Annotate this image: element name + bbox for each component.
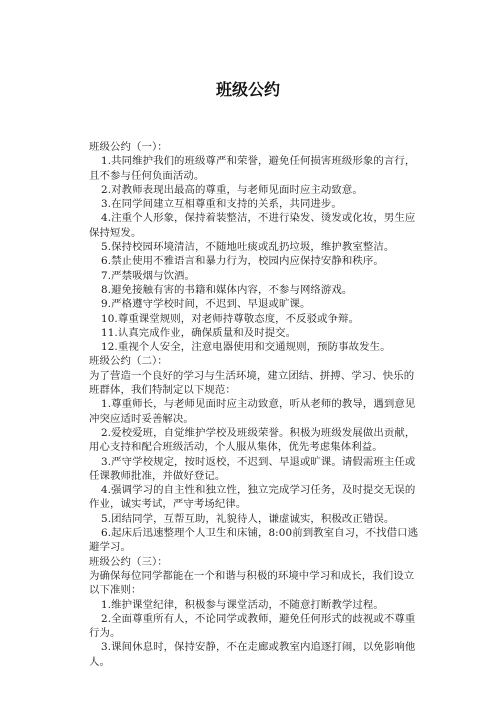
list-item: 3.严守学校规定，按时返校，不迟到、早退或旷课。请假需班主任或任课教师批准，并做好登记。: [89, 455, 416, 482]
list-item: 9.严格遵守学校时间，不迟到、早退或旷课。: [101, 298, 311, 311]
document-title: 班级公约: [215, 80, 280, 99]
list-item: 4.强调学习的自主性和独立性，独立完成学习任务，及时提交无误的作业，诚实考试，严守考场纪律。: [89, 484, 416, 511]
list-item: 1.共同维护我们的班级尊严和荣誉，避免任何损害班级形象的言行，且不参与任何负面活动。: [89, 155, 416, 182]
section-heading: 班级公约（一）：: [89, 141, 168, 153]
section-heading: 班级公约（二）：: [89, 355, 168, 368]
list-item: 11.认真完成作业，确保质量和及时提交。: [101, 326, 297, 339]
section-intro: 为确保每位同学都能在一个和谐与积极的环境中学习和成长，我们设立以下准则：: [89, 569, 415, 597]
section-2: [89, 354, 419, 554]
list-item: 2.爱校爱班，自觉维护学校及班级荣誉。积极为班级发展做出贡献，用心支持和配合班级活动，个人服从集体，优先考虑集体利益。: [89, 426, 416, 454]
list-item: 12.重视个人安全，注意电器使用和交通规则，预防事故发生。: [101, 341, 391, 354]
list-item: 1.维护课堂纪律，积极参与课堂活动，不随意打断教学过程。: [101, 598, 384, 611]
list-item: 5.团结同学，互帮互助，礼貌待人，谦虚诚实，积极改正错误。: [101, 512, 395, 525]
section-heading: 班级公约（三）：: [89, 555, 168, 568]
list-item: 4.注重个人形象，保持着装整洁，不进行染发、烫发或化妆，男生应保持短发。: [89, 212, 416, 239]
list-item: 1.尊重师长，与老师见面时应主动致意，听从老师的教导，遇到意见冲突应适时妥善解决。: [89, 398, 416, 425]
document-body: [89, 140, 419, 669]
list-item: 8.避免接触有害的书籍和媒体内容，不参与网络游戏。: [101, 283, 353, 296]
list-item: 7.严禁吸烟与饮酒。: [101, 269, 196, 282]
list-item: 2.全面尊重所有人，不论同学或教师，避免任何形式的歧视或不尊重行为。: [89, 612, 416, 640]
list-item: 5.保持校园环境清洁，不随地吐痰或乱扔垃圾，维护教室整洁。: [101, 241, 395, 254]
section-3: [89, 555, 419, 669]
list-item: 2.对教师表现出最高的尊重，与老师见面时应主动致意。: [101, 183, 363, 196]
section-1: [89, 140, 419, 354]
list-item: 6.禁止使用不雅语言和暴力行为，校园内应保持安静和秩序。: [101, 255, 384, 268]
list-item: 3.课间休息时，保持安静，不在走廊或教室内追逐打闹，以免影响他人。: [89, 641, 416, 668]
list-item: 6.起床后迅速整理个人卫生和床铺，8:00前到教室自习，不找借口逃避学习。: [89, 527, 419, 554]
list-item: 3.在同学间建立互相尊重和支持的关系，共同进步。: [101, 198, 342, 211]
list-item: 10.尊重课堂规则，对老师持尊敬态度，不反驳或争辩。: [101, 312, 360, 325]
section-intro: 为了营造一个良好的学习与生活环境，建立团结、拼搏、学习、快乐的班群体，我们特制定以下规范：: [89, 369, 415, 397]
